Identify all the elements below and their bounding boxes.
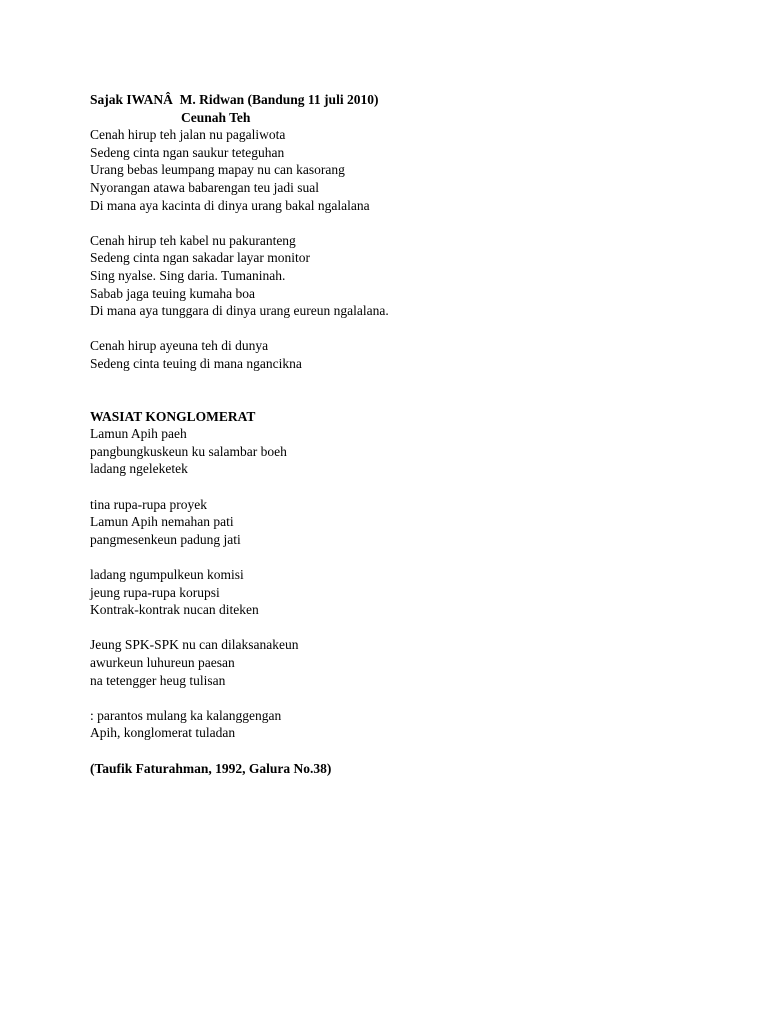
poem-line: Sedeng cinta ngan sakadar layar monitor	[90, 250, 311, 266]
poem-line: Di mana aya kacinta di dinya urang bakal ngalalana	[90, 197, 370, 213]
poem1-header: Sajak IWANÂ M. Ridwan (Bandung 11 juli 2010)	[90, 92, 379, 107]
poem2-stanza-2	[90, 496, 730, 549]
poem-line: Apih, konglomerat tuladan	[90, 725, 236, 741]
poem2-stanza-3	[90, 566, 730, 619]
poem1-stanza-1	[90, 126, 730, 214]
poem2-title: WASIAT KONGLOMERAT	[90, 408, 256, 424]
stanza-spacer	[90, 478, 730, 496]
poem1-stanza-2	[90, 232, 730, 320]
poem-line: Cenah hirup teh kabel nu pakuranteng	[90, 232, 296, 248]
poem-line: Nyorangan atawa babarengan teu jadi sual	[90, 179, 320, 195]
stanza-spacer	[90, 689, 730, 707]
stanza-spacer	[90, 619, 730, 637]
poem-line: Sabab jaga teuing kumaha boa	[90, 285, 255, 301]
poem-line: ladang ngumpulkeun komisi	[90, 567, 244, 583]
poem-line: tina rupa-rupa proyek	[90, 496, 207, 512]
poem2-stanza-1	[90, 425, 730, 478]
poem1-stanza-3	[90, 337, 730, 372]
stanza-spacer	[90, 548, 730, 566]
poem-line: Sing nyalse. Sing daria. Tumaninah.	[90, 267, 286, 283]
poem2-stanza-5	[90, 707, 730, 742]
poem-spacer	[90, 390, 730, 408]
poem2-stanza-4	[90, 636, 730, 689]
poem-line: jeung rupa-rupa korupsi	[90, 584, 220, 600]
poem-line: ladang ngeleketek	[90, 461, 188, 477]
poem-line: awurkeun luhureun paesan	[90, 655, 235, 670]
poem-line: pangbungkuskeun ku salambar boeh	[90, 443, 287, 459]
poem-line: Sedeng cinta ngan saukur teteguhan	[90, 144, 285, 160]
poem-line: Di mana aya tunggara di dinya urang eureun ngalalana.	[90, 303, 389, 319]
poem-line: Jeung SPK-SPK nu can dilaksanakeun	[90, 637, 299, 653]
poem-line: Lamun Apih paeh	[90, 426, 187, 442]
poem-line: : parantos mulang ka kalanggengan	[90, 707, 282, 723]
poem2-citation: (Taufik Faturahman, 1992, Galura No.38)	[90, 760, 332, 776]
document-page	[90, 91, 730, 777]
poem-line: Kontrak-kontrak nucan diteken	[90, 602, 259, 618]
stanza-spacer	[90, 742, 730, 760]
poem-line: Cenah hirup teh jalan nu pagaliwota	[90, 127, 286, 143]
poem-line: Cenah hirup ayeuna teh di dunya	[90, 338, 269, 354]
stanza-spacer	[90, 320, 730, 338]
poem-line: Urang bebas leumpang mapay nu can kasorang	[90, 162, 345, 178]
poem1-title: Ceunah Teh	[181, 109, 251, 125]
poem-line: pangmesenkeun padung jati	[90, 531, 241, 547]
poem-line: Sedeng cinta teuing di mana ngancikna	[90, 355, 302, 371]
poem-line: na tetengger heug tulisan	[90, 672, 226, 688]
poem-line: Lamun Apih nemahan pati	[90, 514, 234, 530]
stanza-spacer	[90, 214, 730, 232]
poem-spacer	[90, 373, 730, 391]
